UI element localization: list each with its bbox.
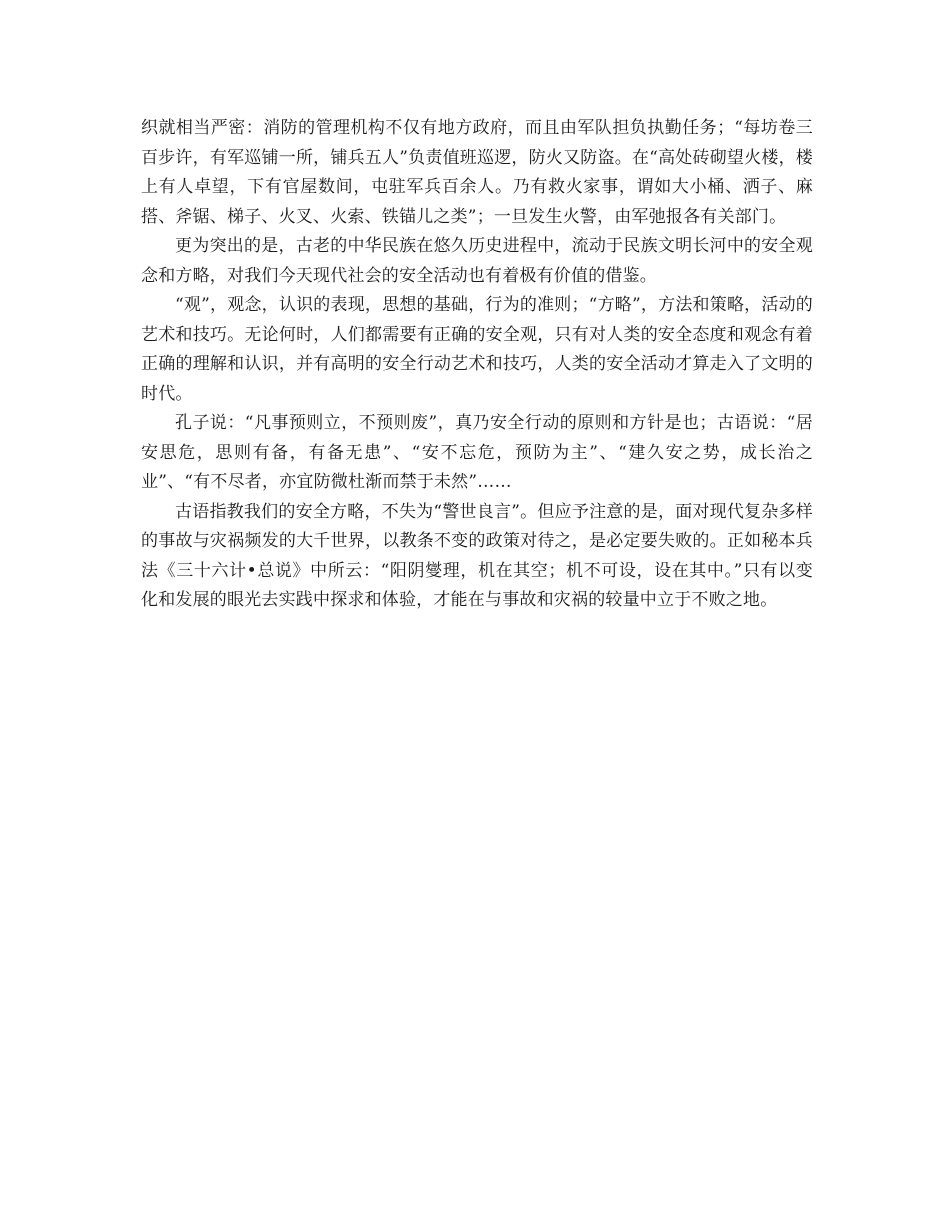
- paragraph-fire-organization: 织就相当严密：消防的管理机构不仅有地方政府，而且由军队担负执勤任务；“每坊卷三百步许，有军巡铺一所，铺兵五人”负责值班巡逻，防火又防盗。在“高处砖砌望火楼，楼上有人卓望，下有官屋数间，屯驻军兵百余人。乃有救火家事，谓如大小桶、洒子、麻搭、斧锯、梯子、火叉、火索、铁锚儿之类”；一旦发生火警，由军弛报各有关部门。: [141, 118, 813, 227]
- paragraph-safety-concepts: 更为突出的是，古老的中华民族在悠久历史进程中，流动于民族文明长河中的安全观念和方略，对我们今天现代社会的安全活动也有着极有价值的借鉴。: [141, 236, 813, 286]
- document-page: [141, 114, 813, 616]
- paragraph-guan-fanglue: “观”，观念，认识的表现，思想的基础，行为的准则；“方略”，方法和策略，活动的艺术和技巧。无论何时，人们都需要有正确的安全观，只有对人类的安全态度和观念有着正确的理解和认识，并有高明的安全行动艺术和技巧，人类的安全活动才算走入了文明的时代。: [141, 295, 813, 404]
- paragraph-confucius-quotes: 孔子说：“凡事预则立，不预则废”，真乃安全行动的原则和方针是也；古语说：“居安思危，思则有备，有备无患”、“安不忘危，预防为主”、“建久安之势，成长治之业”、“有不尽者，亦宜防微杜渐而禁于未然”……: [141, 413, 813, 492]
- paragraph-ancient-strategy: 古语指教我们的安全方略，不失为“警世良言”。但应予注意的是，面对现代复杂多样的事故与灾祸频发的大千世界，以教条不变的政策对待之，是必定要失败的。正如秘本兵法《三十六计•总说》中所云：“阳阴燮理，机在其空；机不可设，设在其中。”只有以变化和发展的眼光去实践中探求和体验，才能在与事故和灾祸的较量中立于不败之地。: [141, 501, 813, 610]
